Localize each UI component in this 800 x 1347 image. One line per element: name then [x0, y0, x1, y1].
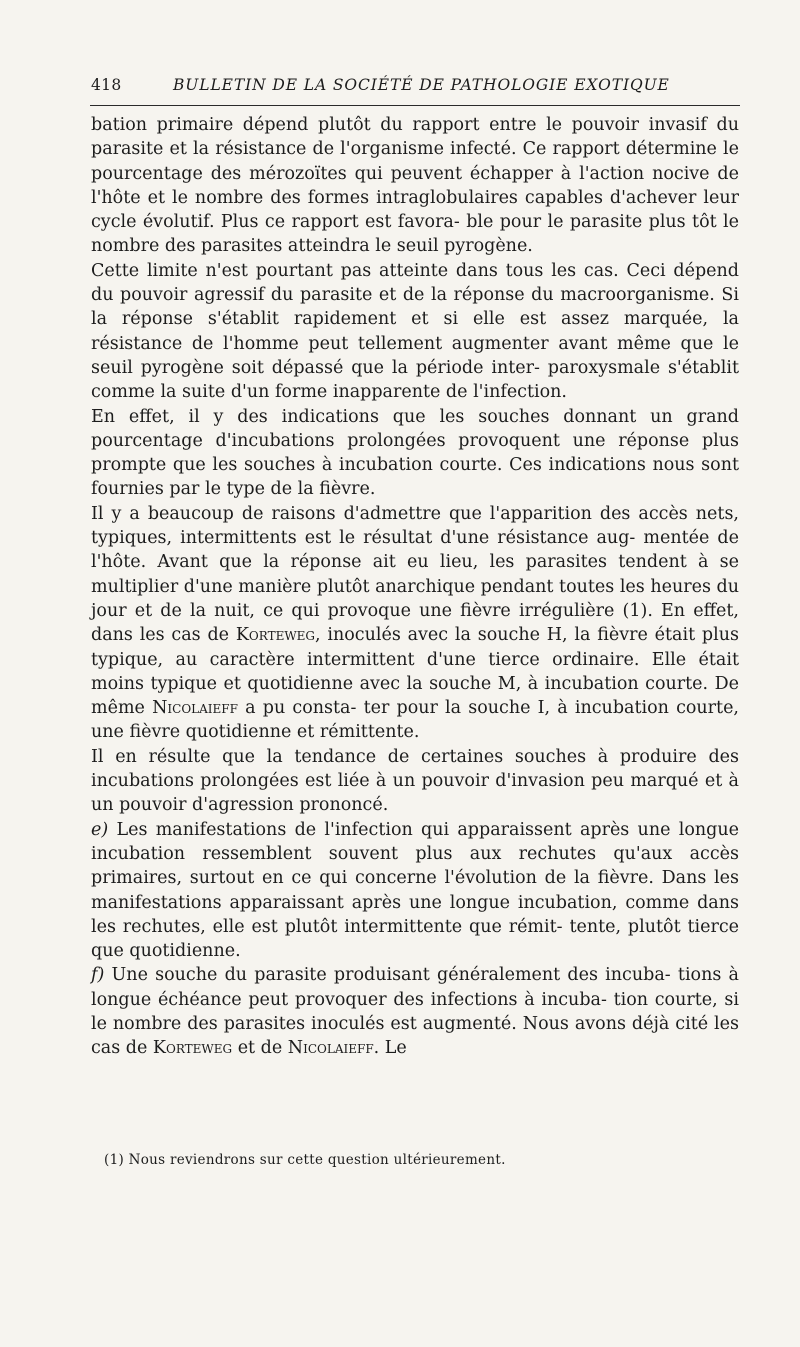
text-line: tendent à se multiplier d'une manière plutôt anarchique pendant	[91, 552, 739, 597]
paragraph-6	[91, 818, 739, 964]
text-line: toutes les heures du jour et de la nuit, ce qui provoque une fièvre	[91, 576, 739, 621]
text-line: Il y a beaucoup de raisons d'admettre que l'apparition des accès	[91, 503, 688, 524]
text-line: longue incubation ressemblent souvent plus aux rechutes qu'aux	[91, 819, 739, 864]
text-line: Cette limite n'est pourtant pas atteinte dans tous les cas. Ceci	[91, 260, 666, 281]
text-line: irrégulière (1). En effet, dans les cas de	[91, 600, 739, 646]
text-line: Les manifestations de l'infection qui apparaissent après une	[116, 819, 671, 840]
text-line: des incubations prolongées est liée à un pouvoir d'invasion peu	[91, 746, 739, 792]
text-line: Nous avons déjà cité les cas de	[91, 1013, 739, 1059]
text-line: marqué et à un pouvoir d'agression prononcé.	[91, 771, 739, 816]
text-line: En effet, il y des indications que les souches donnant un grand	[91, 406, 739, 427]
author-name: Korteweg	[235, 625, 316, 646]
text-line: ble pour le parasite plus tôt le nombre des parasites atteindra le	[91, 212, 739, 257]
text-line: la souche H, la fièvre était plus typique, au caractère intermittent	[91, 625, 739, 670]
text-line: . Le	[373, 1038, 407, 1059]
text-line: la souche M, à incubation courte. De même	[91, 673, 739, 719]
text-line: l'infection.	[473, 382, 567, 403]
text-line: du parasite et la résistance de l'organisme infecté. Ce rapport	[91, 115, 739, 160]
author-name: Nicolaieff	[287, 1038, 374, 1059]
text-line: d'une tierce ordinaire. Elle était moins typique et quotidienne avec	[91, 649, 739, 694]
paragraph-4	[91, 502, 739, 745]
text-line: prompte que les souches à incubation courte. Ces indications nous	[91, 455, 695, 476]
paragraph-2	[91, 259, 739, 405]
author-name: Nicolaieff	[152, 698, 238, 719]
text-line: accès primaires, surtout en ce qui concerne l'évolution de la fièvre.	[91, 843, 739, 889]
text-line: Une souche du parasite produisant généralement des incuba-	[111, 965, 671, 986]
paragraph-7	[91, 963, 739, 1060]
running-header	[91, 76, 739, 94]
author-name: Korteweg	[152, 1038, 233, 1059]
text-line: l'action nocive de l'hôte et le nombre des formes intraglobulaires	[91, 163, 739, 208]
footnote: (1) Nous reviendrons sur cette question ultérieurement.	[104, 1152, 506, 1168]
text-line: mentée de l'hôte. Avant que la réponse ait eu lieu, les parasites	[91, 528, 739, 573]
paragraph-3	[91, 405, 739, 502]
text-line: tions à longue échéance peut provoquer des infections à incuba-	[91, 965, 739, 1010]
text-line: tente, plutôt tierce que quotidienne.	[91, 916, 739, 962]
text-line: , inoculés avec	[315, 625, 449, 646]
text-line: pourcentage d'incubations prolongées provoquent une réponse plus	[91, 430, 739, 451]
text-line: Dans les manifestations apparaissant après une longue incubation,	[91, 868, 739, 913]
item-marker: f)	[91, 965, 105, 986]
text-line: a pu consta-	[245, 698, 357, 719]
article-body	[91, 113, 739, 1061]
page-number: 418	[91, 76, 122, 94]
text-line: ter pour la souche I, à incubation courte, une fièvre quotidienne et	[91, 698, 739, 743]
text-line: comme dans les rechutes, elle est plutôt intermittente que rémit-	[91, 892, 739, 937]
text-line: macroorganisme. Si la réponse s'établit rapidement et si elle est	[91, 285, 739, 330]
text-line: paroxysmale s'établit comme la suite d'un forme inapparente de	[91, 357, 739, 403]
text-line: seuil pyrogène.	[396, 236, 533, 257]
text-line: dépend du pouvoir agressif du parasite et de la réponse du	[91, 260, 739, 306]
paragraph-5	[91, 745, 739, 818]
text-line: sont fournies par le type de la fièvre.	[91, 455, 739, 500]
text-line: nets, typiques, intermittents est le résultat d'une résistance aug-	[91, 503, 739, 549]
text-line: et de	[237, 1038, 283, 1059]
text-line: détermine le pourcentage des mérozoïtes qui peuvent échapper à	[91, 139, 739, 184]
item-marker: e)	[91, 819, 109, 840]
paragraph-1	[91, 113, 739, 259]
text-line: bation primaire dépend plutôt du rapport entre le pouvoir invasif	[91, 115, 707, 135]
text-line: capables d'achever leur cycle évolutif. Plus ce rapport est favora-	[91, 187, 739, 233]
text-line: assez marquée, la résistance de l'homme peut tellement augmenter	[91, 309, 739, 354]
text-line: Il en résulte que la tendance de certaines souches à produire	[91, 746, 697, 767]
text-line: rémittente.	[319, 722, 420, 743]
text-line: tion courte, si le nombre des parasites inoculés est augmenté.	[91, 989, 739, 1034]
header-rule	[90, 105, 740, 106]
journal-title: BULLETIN DE LA SOCIÉTÉ DE PATHOLOGIE EXOTIQUE	[173, 76, 670, 94]
text-line: avant même que le seuil pyrogène soit dépassé que la période inter-	[91, 333, 739, 378]
